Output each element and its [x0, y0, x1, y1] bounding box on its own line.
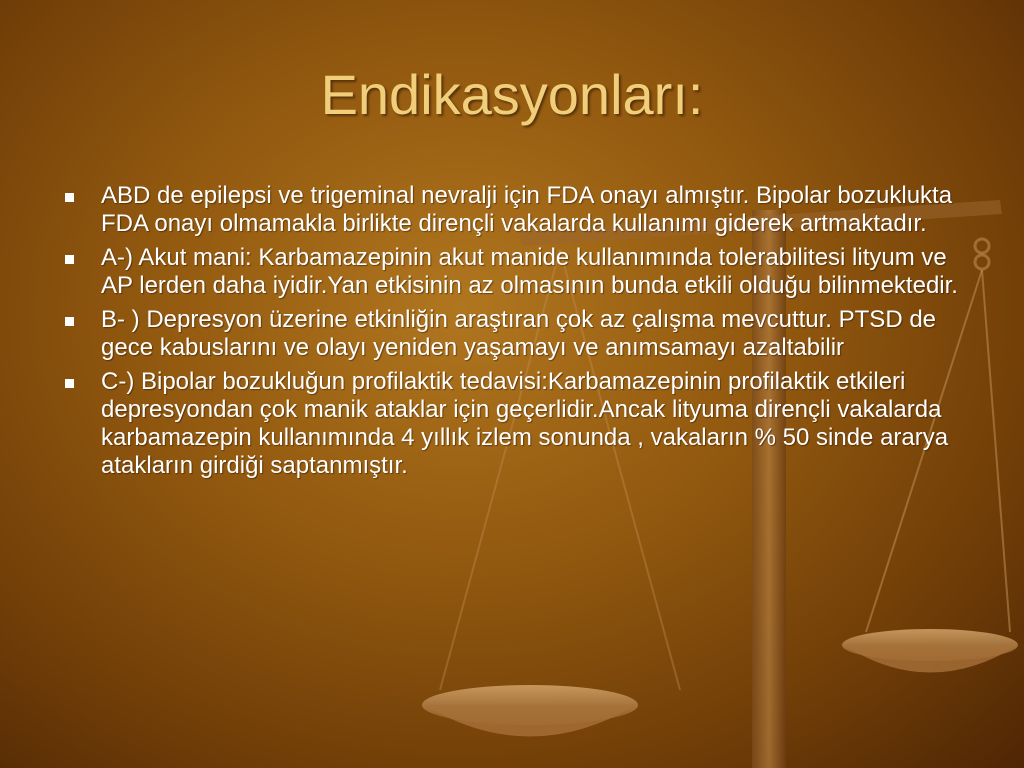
square-bullet-icon	[65, 193, 74, 202]
bullet-text: B- ) Depresyon üzerine etkinliğin araştıran çok az çalışma mevcuttur. PTSD de gece kabuslarını ve olayı yeniden yaşamayı ve anımsamayı azaltabilir	[101, 306, 937, 361]
bullet-list	[64, 182, 969, 486]
bullet-item	[64, 244, 969, 300]
bullet-text: C-) Bipolar bozukluğun profilaktik tedavisi:Karbamazepinin profilaktik etkileri depresyondan çok manik ataklar için geçerlidir.Ancak lityuma dirençli vakalarda karbamazepin kullanımında 4 yıllık izlem sonunda , vakaların % 50 sinde ararya atakların girdiği saptanmıştır.	[101, 368, 949, 479]
square-bullet-icon	[65, 317, 74, 326]
square-bullet-icon	[65, 255, 74, 264]
bullet-text: ABD de epilepsi ve trigeminal nevralji için FDA onayı almıştır. Bipolar bozuklukta FDA onayı olmamakla birlikte dirençli vakalarda kullanımı giderek artmaktadır.	[101, 182, 953, 237]
slide-title: Endikasyonları:	[320, 63, 704, 126]
square-bullet-icon	[65, 379, 74, 388]
bullet-text: A-) Akut mani: Karbamazepinin akut manide kullanımında tolerabilitesi lityum ve AP lerden daha iyidir.Yan etkisinin az olmasının bunda etkili olduğu bilinmektedir.	[101, 244, 958, 299]
bullet-item	[64, 306, 969, 362]
bullet-item	[64, 368, 969, 480]
bullet-item	[64, 182, 969, 238]
